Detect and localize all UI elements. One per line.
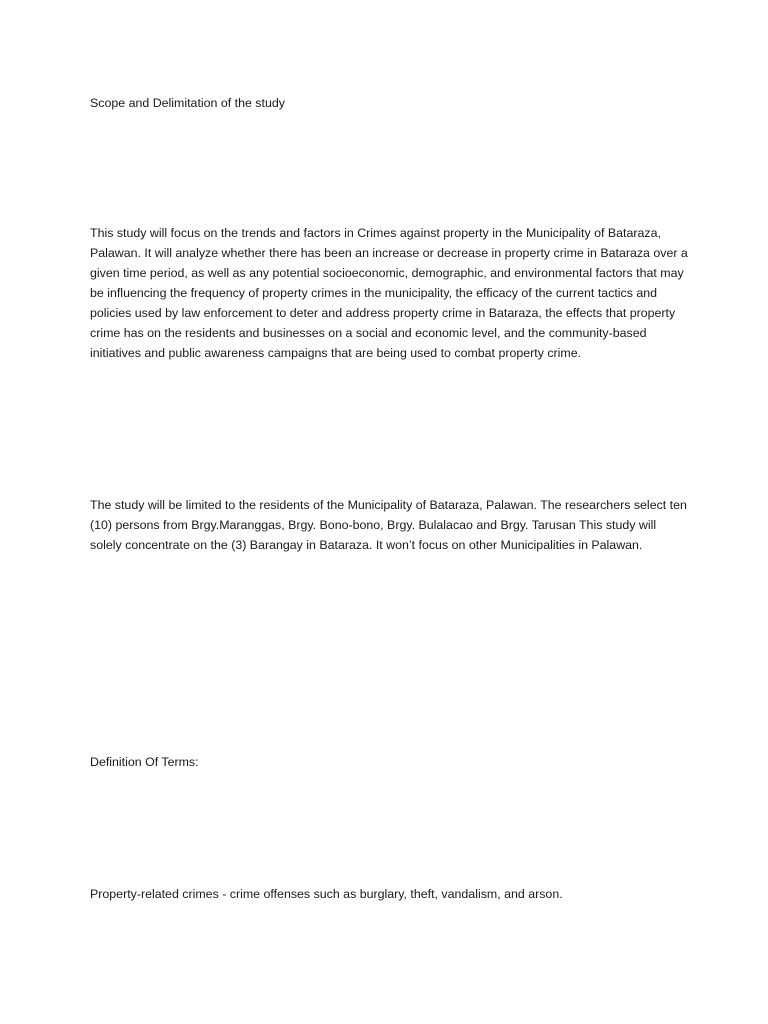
section-heading-definitions: Definition Of Terms: bbox=[90, 755, 199, 769]
delimitation-paragraph: The study will be limited to the residents of the Municipality of Bataraza, Palawan. The researchers select ten (10) persons from Brgy.Maranggas, Brgy. Bono-bono, Brgy. Bulalacao and Brgy. Tarusan This study will solely concentrate on the (3) Barangay in Bataraza. It won’t focus on other Municipalities in Palawan. bbox=[90, 498, 687, 552]
section-heading-scope: Scope and Delimitation of the study bbox=[90, 96, 285, 110]
scope-paragraph: This study will focus on the trends and factors in Crimes against property in the Municipality of Bataraza, Palawan. It will analyze whether there has been an increase or decrease in property crime in Bataraza over a given time period, as well as any potential socioeconomic, demographic, and environmental factors that may be influencing the frequency of property crimes in the municipality, the efficacy of the current tactics and policies used by law enforcement to deter and address property crime in Bataraza, the effects that property crime has on the residents and businesses on a social and economic level, and the community-based initiatives and public awareness campaigns that are being used to combat property crime. bbox=[90, 226, 688, 360]
definition-item: Property-related crimes - crime offenses such as burglary, theft, vandalism, and arson. bbox=[90, 887, 563, 901]
